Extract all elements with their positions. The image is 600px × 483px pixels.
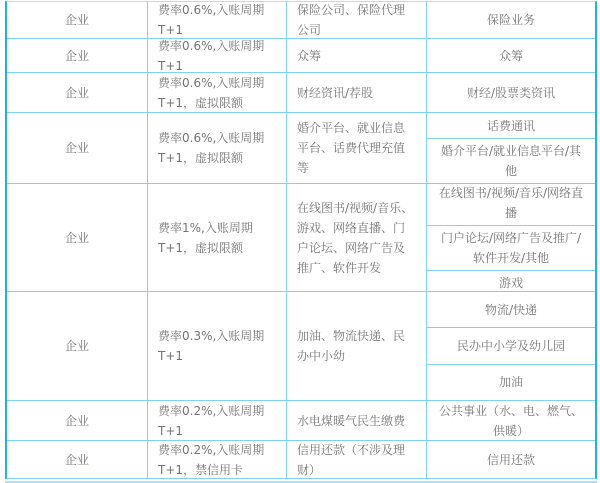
business-cell [427,73,595,112]
merchant-type-text: 企业 [64,13,89,27]
business-text: 门户论坛/网络广告及推广/软件开发/其他 [440,230,582,265]
category-cell [287,2,427,38]
merchant-type-cell [7,73,148,112]
rate-cell [148,184,287,291]
business-text: 游戏 [498,275,523,290]
business-subcell [427,328,595,364]
business-text: 保险业务 [486,13,535,27]
business-cell [427,292,595,400]
business-cell [427,113,595,183]
table-row [7,73,595,113]
business-subcell [427,399,595,443]
category-text: 保险公司、保险代理公司 [297,3,406,37]
rate-cell [148,2,287,38]
table-row [7,2,595,39]
rate-text: 费率0.3%,入账周期T+1 [158,329,265,363]
business-cell [427,441,595,478]
category-text: 在线图书/视频/音乐、游戏、网络直播、门户论坛、网络广告及推广、软件开发 [297,200,414,275]
table-row [7,113,595,184]
category-text: 财经资讯/荐股 [297,85,374,100]
table-row [7,39,595,73]
business-text: 公共事业（水、电、燃气、供暖） [438,403,583,438]
rate-text: 费率1%,入账周期T+1，虚拟限额 [158,220,253,255]
merchant-type-cell [7,292,148,400]
table-row [7,401,595,441]
business-subcell [427,2,595,38]
rate-cell [148,39,287,72]
business-subcell [427,113,595,139]
category-cell [287,292,427,400]
merchant-type-cell [7,2,148,38]
table-row [7,184,595,292]
rate-cell [148,113,287,183]
business-subcell [427,226,595,271]
business-text: 民办中小学及幼儿园 [456,338,565,353]
business-subcell [427,73,595,112]
business-text: 信用还款 [486,452,535,467]
rate-cell [148,401,287,440]
merchant-type-cell [7,401,148,440]
business-text: 物流/快递 [484,302,538,317]
merchant-type-cell [7,441,148,478]
rate-text: 费率0.2%,入账周期T+1 [158,403,265,438]
merchant-type-text: 企业 [64,141,89,155]
category-text: 信用还款（不涉及理财） [297,442,406,477]
category-text: 水电煤暖气民生缴费 [297,413,406,428]
rate-text: 费率0.2%,入账周期T+1，禁信用卡 [158,442,265,477]
business-text: 婚介平台/就业信息平台/其他 [440,144,582,178]
rate-text: 费率0.6%,入账周期T+1，虚拟限额 [158,75,265,110]
business-subcell [427,39,595,72]
business-text: 财经/股票类资讯 [466,85,556,100]
business-subcell [427,181,595,226]
table-row [7,441,595,478]
business-cell [427,401,595,440]
category-text: 加油、物流快递、民办中小幼 [297,329,406,363]
category-cell [287,113,427,183]
rate-text: 费率0.6%,入账周期T+1，虚拟限额 [158,131,265,165]
business-subcell [427,271,595,295]
merchant-type-cell [7,39,148,72]
business-subcell [427,365,595,400]
rate-text: 费率0.6%,入账周期T+1 [158,3,265,37]
rate-text: 费率0.6%,入账周期T+1 [158,38,265,73]
business-cell [427,184,595,291]
business-cell [427,39,595,72]
category-cell [287,401,427,440]
business-text: 众筹 [498,48,523,63]
business-subcell [427,441,595,478]
business-subcell [427,292,595,328]
category-cell [287,39,427,72]
fee-rate-table [5,1,597,479]
business-subcell [427,139,595,183]
merchant-type-text: 企业 [64,452,89,467]
merchant-type-text: 企业 [64,413,89,428]
table-row [7,292,595,401]
rate-cell [148,292,287,400]
category-cell [287,441,427,478]
category-cell [287,184,427,291]
business-text: 加油 [498,375,523,390]
merchant-type-cell [7,184,148,291]
merchant-type-text: 企业 [64,85,89,100]
business-text: 话费通讯 [486,118,535,133]
merchant-type-text: 企业 [64,230,89,245]
category-cell [287,73,427,112]
rate-cell [148,441,287,478]
category-text: 众筹 [297,48,322,63]
merchant-type-text: 企业 [64,48,89,63]
business-text: 在线图书/视频/音乐/网络直播 [438,185,584,220]
business-cell [427,2,595,38]
merchant-type-text: 企业 [64,339,89,353]
rate-cell [148,73,287,112]
merchant-type-cell [7,113,148,183]
category-text: 婚介平台、就业信息平台、话费代理充值等 [297,121,406,175]
